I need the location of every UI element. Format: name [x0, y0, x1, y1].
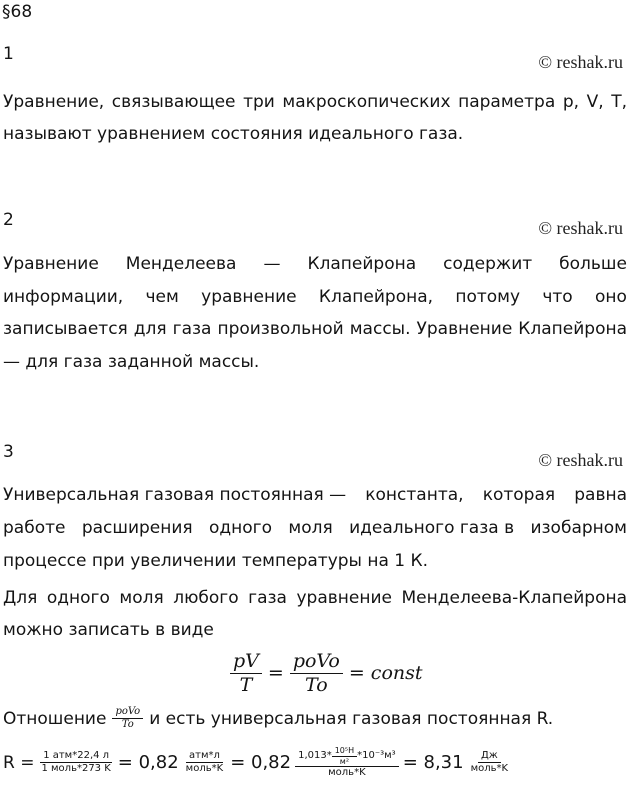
word: идеального газа в — [349, 518, 515, 538]
answer-line: — для газа заданной массы. — [3, 352, 260, 372]
fraction: $\frac{\text{poVo}}{To}$ — [290, 650, 343, 697]
word: Менделеева — [125, 254, 237, 274]
ratio-line: Отношение $\frac{\text{poVo}}{To}$ и есть универсальная газовая постоянная R. — [3, 706, 554, 730]
word: одного — [209, 518, 273, 538]
word: которая — [482, 485, 556, 505]
word: Клапейрона, — [318, 287, 434, 307]
answer-line — [3, 254, 627, 274]
answer-line: процессе при увеличении температуры на 1 К. — [3, 551, 428, 571]
word: больше — [559, 254, 627, 274]
fraction: $\frac{\text{1 атм*22,4 л}}{\text{1 моль*273 K}}$ — [41, 750, 111, 775]
fraction: $\frac{\text{атм*л}}{\text{моль*K}}$ — [185, 750, 224, 775]
word: что — [542, 287, 573, 307]
question-number: 2 — [3, 210, 14, 230]
word: — — [263, 254, 281, 274]
question-number: 1 — [3, 44, 14, 64]
word: изобарном — [530, 518, 627, 538]
word: содержит — [443, 254, 533, 274]
fraction: $\frac{Дж}{\text{моль*K}}$ — [470, 750, 509, 775]
word: уравнение — [201, 287, 297, 307]
word: константа, — [365, 485, 464, 505]
word: расширения — [81, 518, 193, 538]
answer-line: Уравнение, связывающее три макроскопических параметра p, V, T, — [3, 92, 627, 112]
word: Уравнение — [3, 254, 99, 274]
answer-line: называют уравнением состояния идеального газа. — [3, 124, 464, 144]
answer-line — [3, 287, 627, 307]
question-number: 3 — [3, 442, 14, 462]
answer-line: можно записать в виде — [3, 620, 214, 640]
answer-line — [3, 518, 627, 538]
fraction: $\frac{\text{poVo}}{To}$ — [112, 706, 143, 731]
word: оно — [595, 287, 627, 307]
word: чем — [145, 287, 179, 307]
answer-line: Для одного моля любого газа уравнение Менделеева-Клапейрона — [3, 588, 627, 608]
word: потому — [455, 287, 521, 307]
r-calculation: R = $\frac{\text{1 атм*22,4 л}}{\text{1 моль*273 K}}$ = 0,82 $\frac{\text{атм*л}}{\text{моль*K}}$ = 0,82 1,013* $\frac{\text{10⁵H}}{\text{м²}}$ *10⁻³м³ моль*K = 8,31 $\frac{Дж}{\text{моль*K}}$ — [3, 746, 511, 779]
fraction: 1,013* $\frac{\text{10⁵H}}{\text{м²}}$ *10⁻³м³ моль*K — [295, 746, 399, 779]
section-title: §68 — [2, 2, 33, 22]
word: Универсальная газовая постоянная — — [3, 485, 347, 505]
watermark: © reshak.ru — [538, 218, 623, 238]
answer-line — [3, 485, 627, 505]
watermark: © reshak.ru — [538, 52, 623, 72]
fraction: $\frac{pV}{T}$ — [230, 650, 262, 697]
answer-line: записывается для газа произвольной массы. Уравнение Клапейрона — [3, 319, 627, 339]
fraction: $\frac{\text{10⁵H}}{\text{м²}}$ — [332, 746, 357, 766]
word: равна — [574, 485, 627, 505]
watermark: © reshak.ru — [538, 450, 623, 470]
gas-equation: $\frac{pV}{T}$ = $\frac{\text{poVo}}{To}$ = const — [230, 650, 423, 697]
word: Клапейрона — [307, 254, 417, 274]
word: моля — [288, 518, 333, 538]
word: информации, — [3, 287, 124, 307]
word: работе — [3, 518, 66, 538]
